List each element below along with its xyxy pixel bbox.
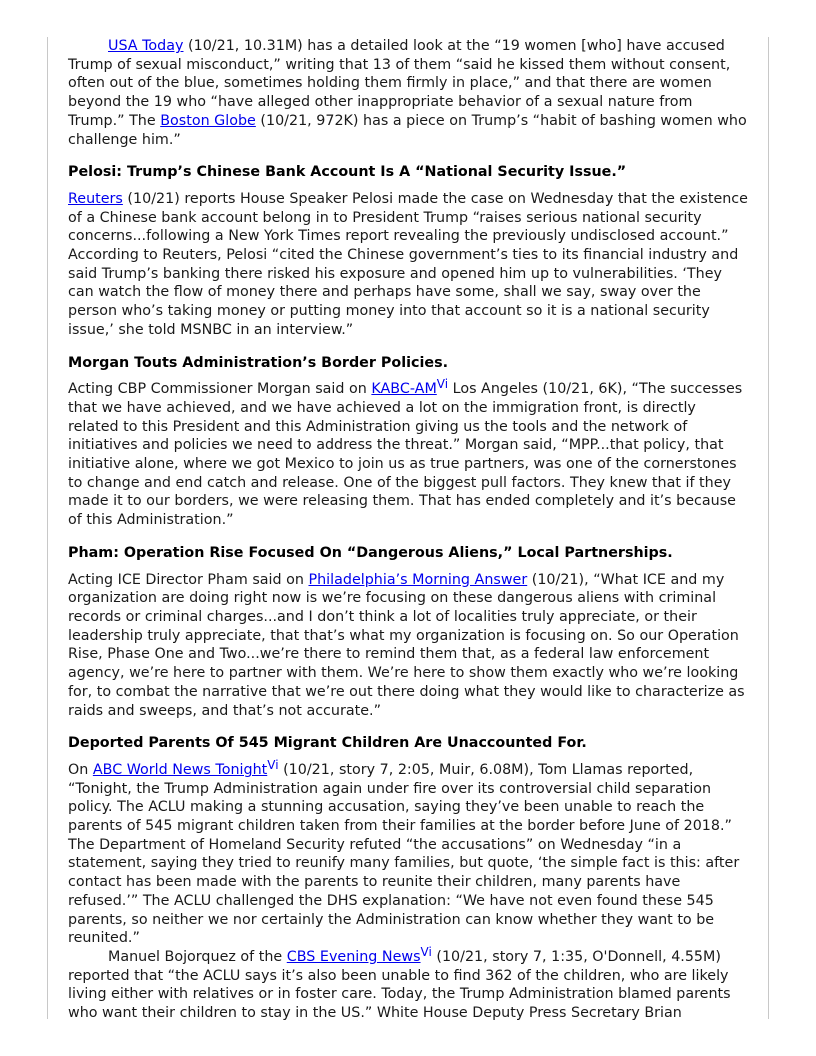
paragraph-text: (10/21, story 7, 1:35, O'Donnell, 4.55M) reported that “the ACLU says it’s also been unable to find 362 of the children, who are likely living either with relatives or in foster care. Today, the Trump Administration blamed parents who want their children to stay in the US.” White House Deputy Press Secretary Brian xyxy=(68,948,731,1022)
left-margin-rule xyxy=(47,37,48,1019)
pelosi-paragraph xyxy=(68,190,748,340)
usa-today-paragraph xyxy=(68,37,748,149)
pelosi-heading: Pelosi: Trump’s Chinese Bank Account Is A “National Security Issue.” xyxy=(68,164,627,181)
cbs-evening-news-link[interactable]: CBS Evening News xyxy=(286,948,421,965)
abc-paragraph xyxy=(68,757,748,948)
pham-heading: Pham: Operation Rise Focused On “Dangerous Aliens,” Local Partnerships. xyxy=(68,544,673,561)
paragraph-text: (10/21, 972K) has a piece on Trump’s “habit of bashing women who challenge him.” xyxy=(68,112,747,148)
morgan-paragraph xyxy=(68,377,748,530)
paragraph-text: On xyxy=(68,761,93,778)
kabc-am-link[interactable]: KABC-AM xyxy=(371,381,437,398)
pham-paragraph xyxy=(68,571,748,721)
cbs-paragraph xyxy=(68,944,748,1023)
video-indicator: Vi xyxy=(436,377,449,392)
boston-globe-link[interactable]: Boston Globe xyxy=(160,112,256,129)
paragraph-text: (10/21, 10.31M) has a detailed look at the “19 women [who] have accused Trump of sexual misconduct,” writing that 13 of them “said he kissed them without consent, often out of the blue, sometimes holding them firmly in place,” and that there are women beyond the 19 who “have alleged other inappropriate behavior of a sexual nature from Trump.” The xyxy=(68,38,731,129)
paragraph-text: (10/21, story 7, 2:05, Muir, 6.08M), Tom Llamas reported, “Tonight, the Trump Administration again under fire over its controversial child separation policy. The ACLU making a stunning accusation, saying they’ve been unable to reach the parents of 545 migrant children taken from their families at the border before June of 2018.” The Department of Homeland Security refuted “the accusations” on Wednesday “in a statement, saying they tried to reunify many families, but quote, ‘the simple fact is this: after contact has been made with the parents to reunite their children, many parents have refused.’” The ACLU challenged the DHS explanation: “We have not even found these 545 parents, so neither we nor certainly the Administration can know whether they want to be reunited.” xyxy=(68,761,740,947)
video-indicator: Vi xyxy=(420,944,432,959)
usa-today-link[interactable]: USA Today xyxy=(108,38,184,54)
document-page xyxy=(68,37,748,1023)
paragraph-text: Manuel Bojorquez of the xyxy=(108,948,287,965)
reuters-link[interactable]: Reuters xyxy=(68,190,123,207)
abc-world-news-link[interactable]: ABC World News Tonight xyxy=(92,761,268,778)
paragraph-text: Acting CBP Commissioner Morgan said on xyxy=(68,381,372,398)
morgan-heading: Morgan Touts Administration’s Border Policies. xyxy=(68,354,449,371)
paragraph-text: (10/21), “What ICE and my organization are doing right now is we’re focusing on these dangerous aliens with criminal records or criminal charges...and I don’t think a lot of localities truly appreciate, or their leadership truly appreciate, that that’s what my organization is focusing on. So our Operation Rise, Phase One and Two...we’re there to remind them that, as a federal law enforcement agency, we’re here to partner with them. We’re here to show them exactly who we’re looking for, to combat the narrative that we’re out there doing what they would like to characterize as raids and sweeps, and that’s not accurate.” xyxy=(68,571,745,719)
deported-parents-heading: Deported Parents Of 545 Migrant Children Are Unaccounted For. xyxy=(68,735,587,752)
right-margin-rule xyxy=(768,37,769,1019)
paragraph-text: (10/21) reports House Speaker Pelosi made the case on Wednesday that the existence of a Chinese bank account belong in to President Trump “raises serious national security concerns...following a New York Times report revealing the previously undisclosed account.” According to Reuters, Pelosi “cited the Chinese government’s ties to its financial industry and said Trump’s banking there risked his exposure and opened him up to vulnerabilities. ‘They can watch the flow of money there and perhaps have some, shall we say, sway over the person who’s taking money or putting money into that account so it is a national security issue,’ she told MSNBC in an interview.” xyxy=(68,190,748,338)
morning-answer-link[interactable]: Philadelphia’s Morning Answer xyxy=(308,571,528,588)
video-indicator: Vi xyxy=(267,757,279,772)
paragraph-text: Los Angeles (10/21, 6K), “The successes that we have achieved, and we have achieved a lot on the immigration front, is directly related to this President and this Administration giving us the tools and the network of initiatives and policies we need to address the threat.” Morgan said, “MPP...that policy, that initiative alone, where we got Mexico to join us as true partners, was one of the cornerstones to change and end catch and release. One of the biggest pull factors. They knew that if they made it to our borders, we were releasing them. That has ended completely and it’s because of this Administration.” xyxy=(68,381,743,529)
paragraph-text: Acting ICE Director Pham said on xyxy=(68,571,309,588)
